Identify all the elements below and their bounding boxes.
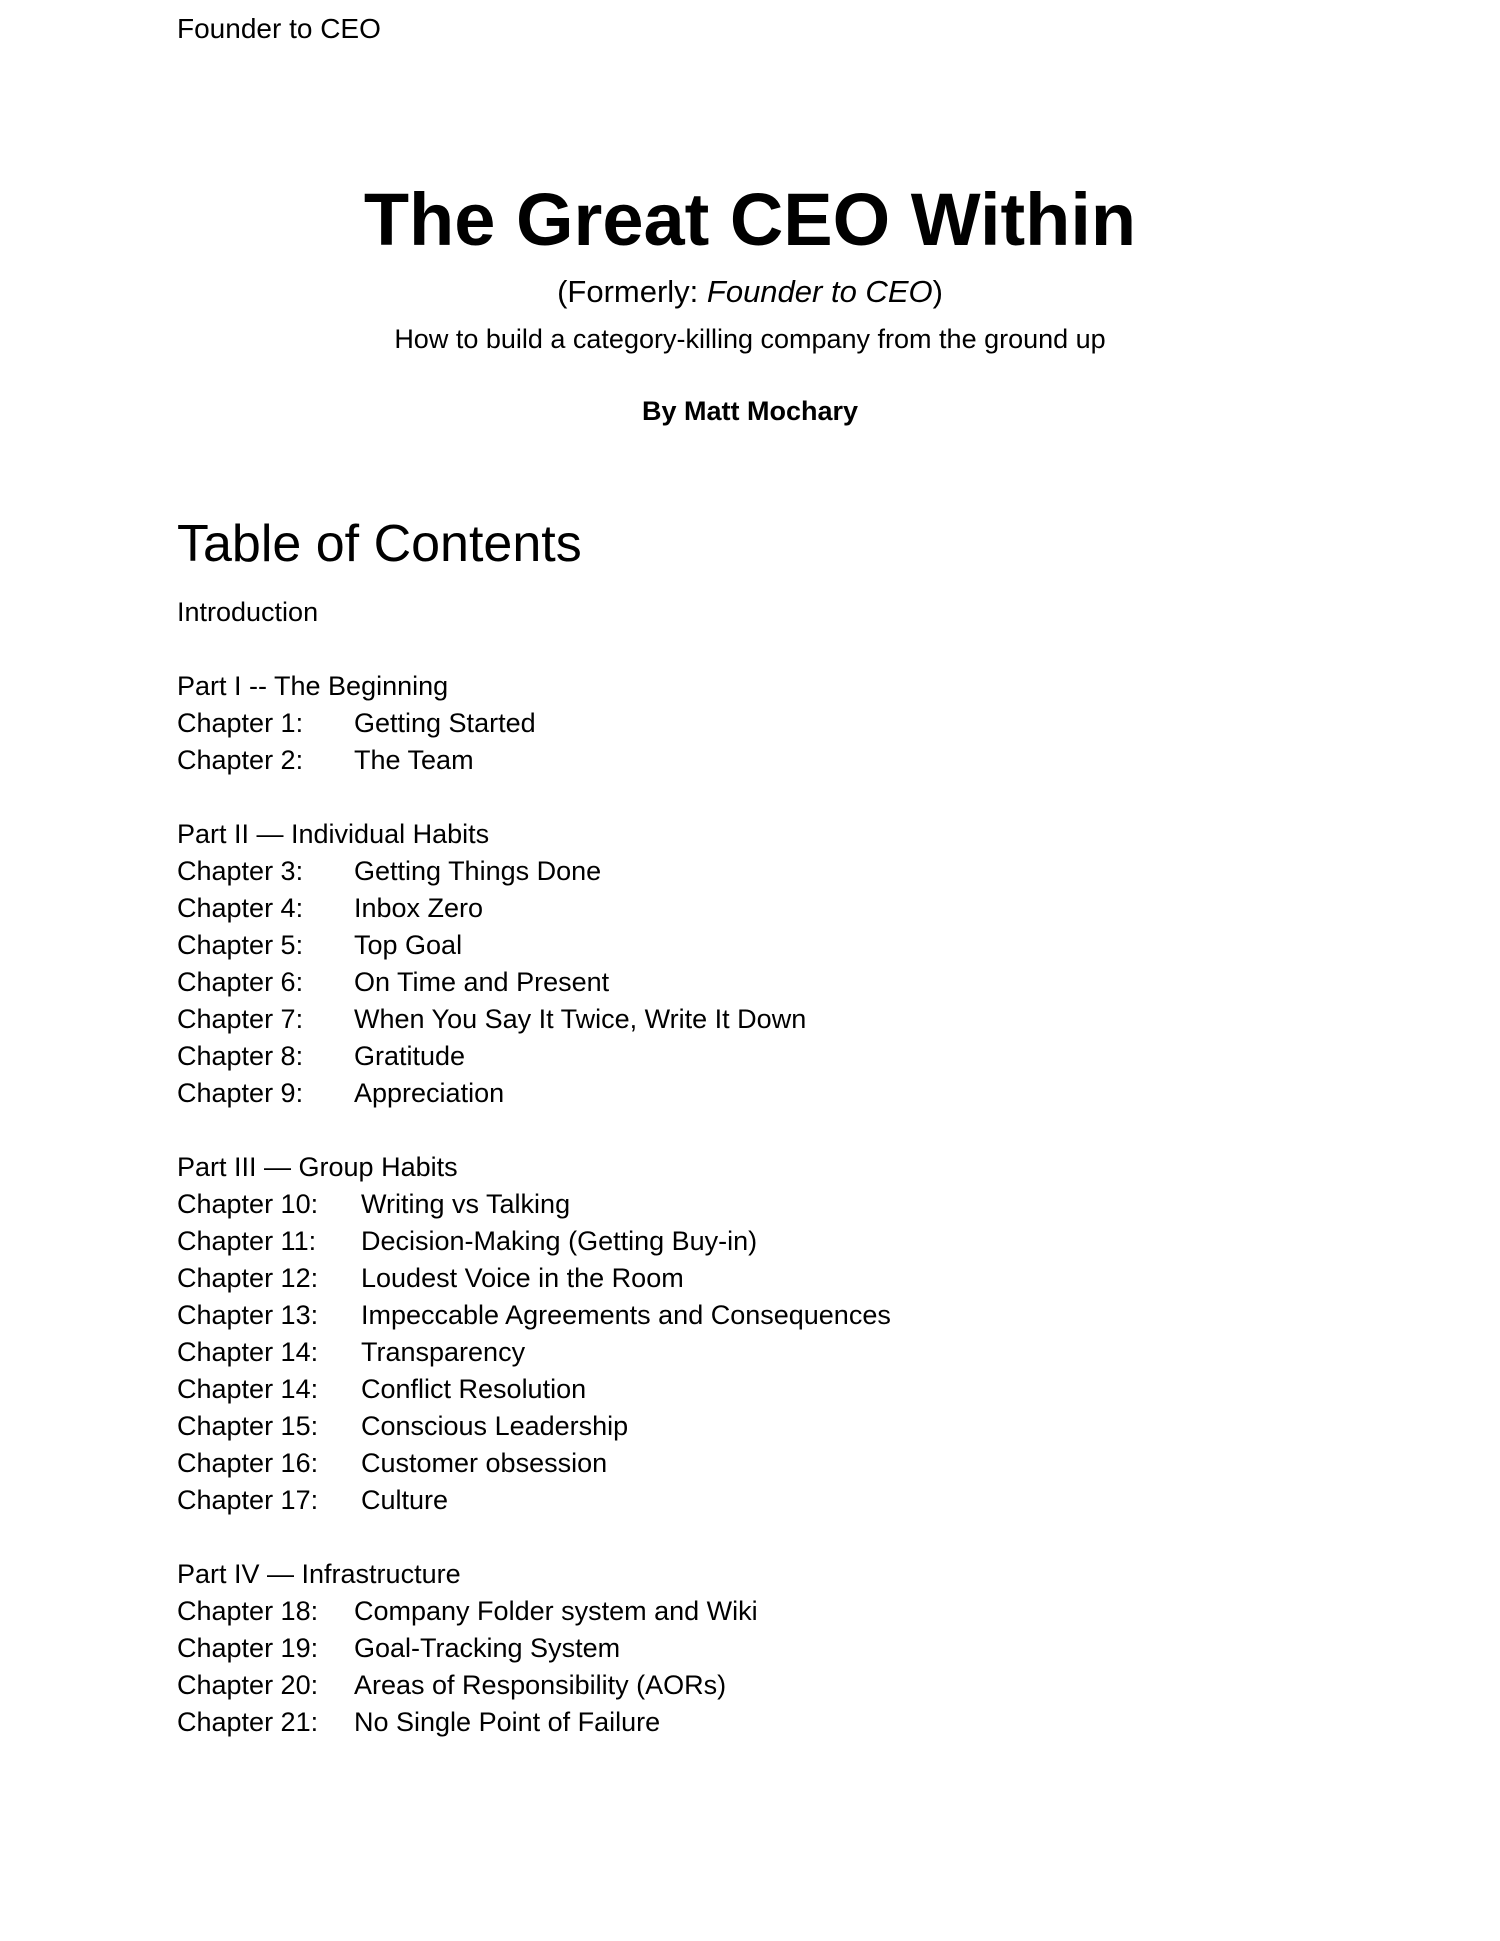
chapter-entry[interactable] xyxy=(177,853,1377,890)
formerly-line xyxy=(0,272,1500,312)
chapter-number: Chapter 20: xyxy=(177,1670,319,1700)
chapter-number: Chapter 19: xyxy=(177,1633,319,1663)
chapter-title: Areas of Responsibility (AORs) xyxy=(354,1670,727,1700)
chapter-number: Chapter 15: xyxy=(177,1411,319,1441)
chapter-number: Chapter 17: xyxy=(177,1485,319,1515)
chapter-entry[interactable] xyxy=(177,1482,1377,1519)
chapter-title: Getting Started xyxy=(354,708,536,738)
toc-part-3 xyxy=(177,1149,1377,1519)
part-title[interactable]: Part IV — Infrastructure xyxy=(177,1559,461,1589)
book-subtitle: How to build a category-killing company from the ground up xyxy=(394,324,1106,354)
chapter-title: Gratitude xyxy=(354,1041,466,1071)
part-title[interactable]: Part III — Group Habits xyxy=(177,1152,458,1182)
chapter-entry[interactable] xyxy=(177,890,1377,927)
formerly-suffix: ) xyxy=(932,274,943,309)
chapter-title: Goal-Tracking System xyxy=(354,1633,621,1663)
chapter-entry[interactable] xyxy=(177,1001,1377,1038)
chapter-title: Conflict Resolution xyxy=(361,1374,587,1404)
chapter-entry[interactable] xyxy=(177,964,1377,1001)
chapter-number: Chapter 3: xyxy=(177,856,304,886)
chapter-entry[interactable] xyxy=(177,1260,1377,1297)
chapter-entry[interactable] xyxy=(177,1593,1377,1630)
part-title[interactable]: Part I -- The Beginning xyxy=(177,671,449,701)
chapter-number: Chapter 10: xyxy=(177,1189,319,1219)
chapter-title: Writing vs Talking xyxy=(361,1189,571,1219)
chapter-title: Transparency xyxy=(361,1337,526,1367)
chapter-entry[interactable] xyxy=(177,1223,1377,1260)
chapter-entry[interactable] xyxy=(177,1408,1377,1445)
chapter-number: Chapter 14: xyxy=(177,1374,319,1404)
chapter-number: Chapter 21: xyxy=(177,1707,319,1737)
chapter-number: Chapter 1: xyxy=(177,708,304,738)
chapter-entry[interactable] xyxy=(177,1297,1377,1334)
chapter-number: Chapter 4: xyxy=(177,893,304,923)
toc-part-2 xyxy=(177,816,1377,1112)
chapter-title: When You Say It Twice, Write It Down xyxy=(354,1004,807,1034)
formerly-prefix: (Formerly: xyxy=(557,274,707,309)
chapter-number: Chapter 9: xyxy=(177,1078,304,1108)
chapter-number: Chapter 16: xyxy=(177,1448,319,1478)
chapter-entry[interactable] xyxy=(177,1630,1377,1667)
chapter-number: Chapter 11: xyxy=(177,1226,317,1256)
chapter-number: Chapter 7: xyxy=(177,1004,304,1034)
chapter-number: Chapter 2: xyxy=(177,745,304,775)
formerly-title: Founder to CEO xyxy=(706,274,933,309)
author-byline: By Matt Mochary xyxy=(641,396,859,426)
chapter-title: Decision-Making (Getting Buy-in) xyxy=(361,1226,758,1256)
chapter-entry[interactable] xyxy=(177,1075,1377,1112)
chapter-title: Customer obsession xyxy=(361,1448,608,1478)
chapter-entry[interactable] xyxy=(177,1445,1377,1482)
chapter-entry[interactable] xyxy=(177,927,1377,964)
book-title: The Great CEO Within xyxy=(363,178,1137,261)
toc-introduction-link[interactable]: Introduction xyxy=(177,597,319,627)
chapter-entry[interactable] xyxy=(177,1186,1377,1223)
chapter-entry[interactable] xyxy=(177,742,1377,779)
chapter-title: Inbox Zero xyxy=(354,893,484,923)
chapter-number: Chapter 14: xyxy=(177,1337,319,1367)
chapter-number: Chapter 13: xyxy=(177,1300,319,1330)
chapter-title: No Single Point of Failure xyxy=(354,1707,661,1737)
chapter-number: Chapter 18: xyxy=(177,1596,319,1626)
toc-part-1 xyxy=(177,668,1377,779)
chapter-entry[interactable] xyxy=(177,1334,1377,1371)
chapter-title: Getting Things Done xyxy=(354,856,602,886)
chapter-title: Loudest Voice in the Room xyxy=(361,1263,684,1293)
chapter-number: Chapter 12: xyxy=(177,1263,319,1293)
chapter-number: Chapter 6: xyxy=(177,967,304,997)
title-block xyxy=(0,172,1500,428)
chapter-title: Conscious Leadership xyxy=(361,1411,629,1441)
chapter-title: On Time and Present xyxy=(354,967,610,997)
running-header: Founder to CEO xyxy=(177,13,381,44)
chapter-title: Impeccable Agreements and Consequences xyxy=(361,1300,891,1330)
chapter-number: Chapter 8: xyxy=(177,1041,304,1071)
toc-heading: Table of Contents xyxy=(177,515,582,573)
chapter-number: Chapter 5: xyxy=(177,930,304,960)
chapter-title: Culture xyxy=(361,1485,449,1515)
chapter-entry[interactable] xyxy=(177,1704,1377,1741)
chapter-entry[interactable] xyxy=(177,705,1377,742)
table-of-contents xyxy=(177,512,1377,1778)
chapter-title: Company Folder system and Wiki xyxy=(354,1596,758,1626)
chapter-entry[interactable] xyxy=(177,1667,1377,1704)
chapter-title: Appreciation xyxy=(354,1078,505,1108)
chapter-title: The Team xyxy=(354,745,474,775)
toc-part-4 xyxy=(177,1556,1377,1741)
chapter-title: Top Goal xyxy=(354,930,463,960)
chapter-entry[interactable] xyxy=(177,1038,1377,1075)
part-title[interactable]: Part II — Individual Habits xyxy=(177,819,490,849)
chapter-entry[interactable] xyxy=(177,1371,1377,1408)
